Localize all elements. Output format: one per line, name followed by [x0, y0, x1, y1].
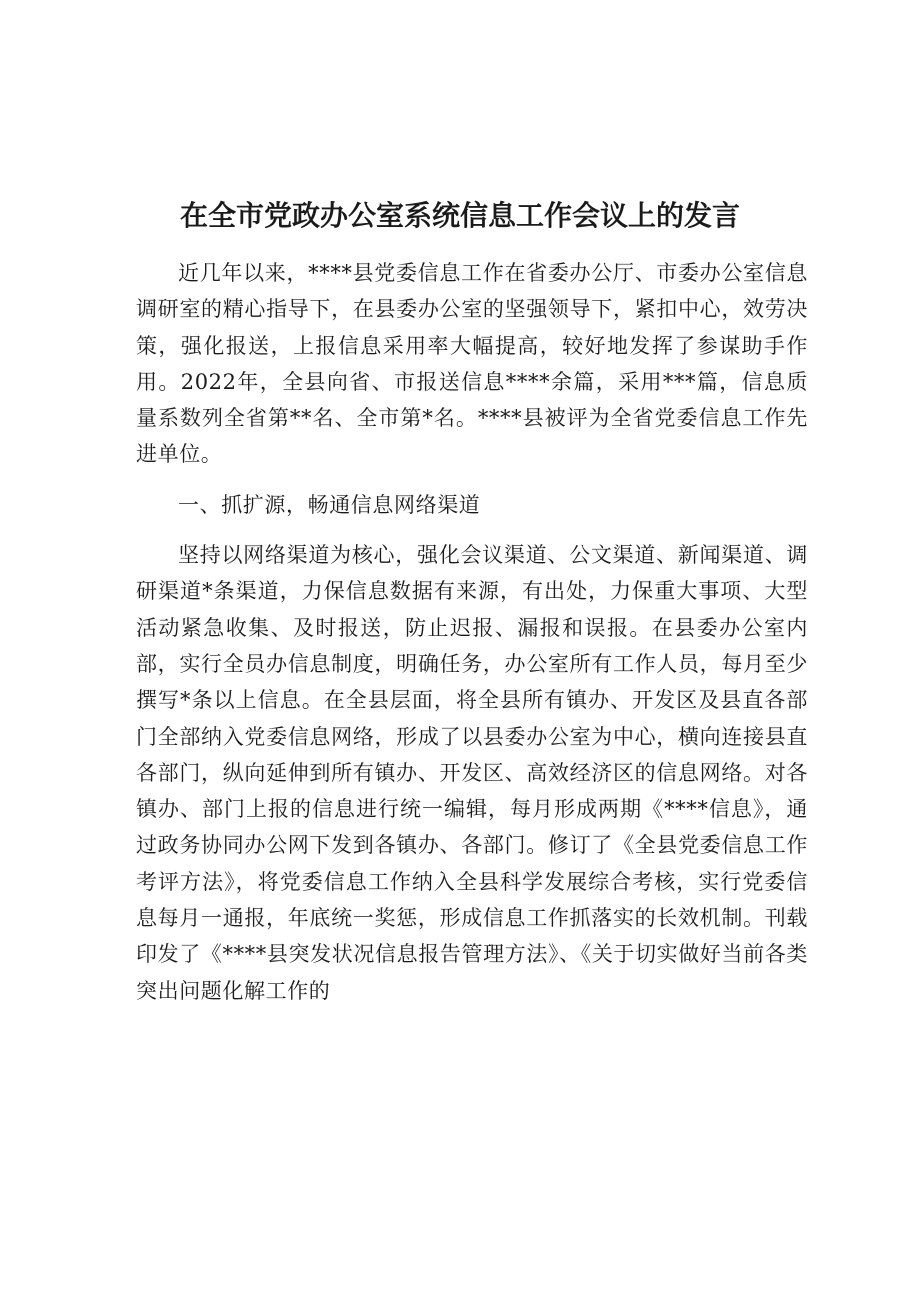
intro-paragraph: 近几年以来，****县党委信息工作在省委办公厅、市委办公室信息调研室的精心指导下，在县委办公室的坚强领导下，紧扣中心，效劳决策，强化报送，上报信息采用率大幅提高，较好地发挥了参谋助手作用。2022年，全县向省、市报送信息****余篇，采用***篇，信息质量系数列全省第**名、全市第*名。****县被评为全省党委信息工作先进单位。 — [136, 261, 808, 467]
document-body — [136, 255, 808, 1009]
document-title: 在全市党政办公室系统信息工作会议上的发言 — [179, 199, 740, 232]
section-paragraph: 坚持以网络渠道为核心，强化会议渠道、公文渠道、新闻渠道、调研渠道*条渠道，力保信息数据有来源，有出处，力保重大事项、大型活动紧急收集、及时报送，防止迟报、漏报和误报。在县委办公室内部，实行全员办信息制度，明确任务，办公室所有工作人员，每月至少撰写*条以上信息。在全县层面，将全县所有镇办、开发区及县直各部门全部纳入党委信息网络，形成了以县委办公室为中心，横向连接县直各部门，纵向延伸到所有镇办、开发区、高效经济区的信息网络。对各镇办、部门上报的信息进行统一编辑，每月形成两期《****信息》，通过政务协同办公网下发到各镇办、各部门。修订了《全县党委信息工作考评方法》，将党委信息工作纳入全县科学发展综合考核，实行党委信息每月一通报，年底统一奖惩，形成信息工作抓落实的长效机制。刊载印发了《****县突发状况信息报告管理方法》、《关于切实做好当前各类突出问题化解工作的 — [136, 543, 808, 1003]
section-heading: 一、抓扩源，畅通信息网络渠道 — [178, 492, 481, 517]
